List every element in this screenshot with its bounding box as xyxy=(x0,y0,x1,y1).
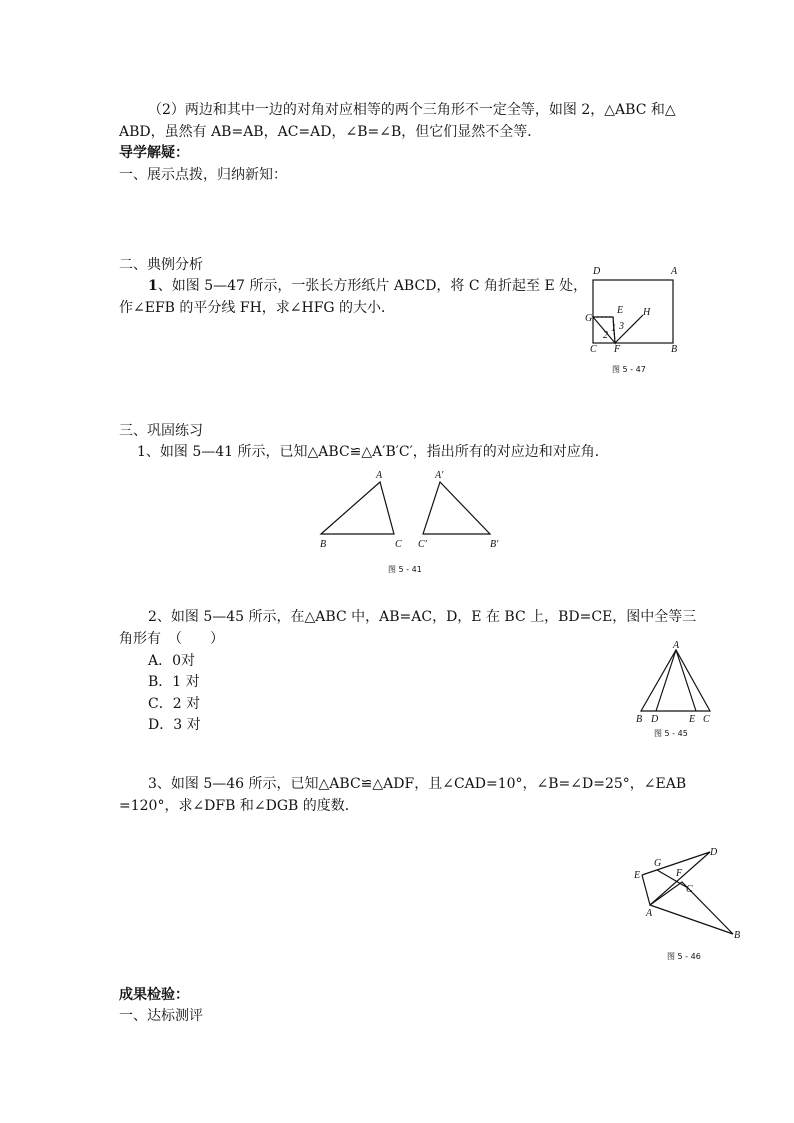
label-f: F xyxy=(676,868,683,879)
section-4-heading: 一、达标测评 xyxy=(119,1008,203,1024)
label-1: 1 xyxy=(611,323,616,334)
label-g: G xyxy=(585,313,593,324)
example-line-1 xyxy=(148,277,587,295)
label-a: A xyxy=(376,470,383,481)
label-3: 3 xyxy=(619,321,624,332)
q2-option-a: A．0对 xyxy=(148,653,196,669)
label-c: C xyxy=(590,344,597,355)
figure-5-47 xyxy=(585,265,695,380)
label-b: B xyxy=(671,344,678,355)
label-d: D xyxy=(651,714,659,725)
section-2-heading: 二、典例分析 xyxy=(119,257,203,273)
q3-line-1: 3、如图 5—46 所示，已知△ABC≌△ADF，且∠CAD=10°，∠B=∠D=25°，∠EAB xyxy=(148,776,687,792)
figure-5-45-caption: 图 5 - 45 xyxy=(654,729,688,738)
intro-line-1: （2）两边和其中一边的对角对应相等的两个三角形不一定全等，如图 2，△ABC 和△ xyxy=(148,102,676,118)
label-g: G xyxy=(654,858,662,869)
triangle-abc xyxy=(641,650,710,711)
figure-5-45 xyxy=(632,638,722,743)
label-c: C xyxy=(703,714,710,725)
label-a: A xyxy=(671,266,678,277)
label-d: D xyxy=(593,266,601,277)
label-e: E xyxy=(634,870,641,881)
q2-line-2: 角形有 （ ） xyxy=(119,631,224,647)
label-d: D xyxy=(710,847,718,858)
q2-option-d: D．3 对 xyxy=(148,717,201,733)
q2-option-c: C．2 对 xyxy=(148,696,201,712)
label-a: A xyxy=(646,908,653,919)
q2-line-1: 2、如图 5—45 所示，在△ABC 中，AB=AC，D，E 在 BC 上，BD=CE，图中全等三 xyxy=(148,609,697,625)
label-b-prime: B′ xyxy=(490,539,499,550)
intro-line-2: ABD，虽然有 AB=AB，AC=AD，∠B=∠B，但它们显然不全等． xyxy=(119,124,542,140)
label-c: C xyxy=(686,884,693,895)
figure-5-46-caption: 图 5 - 46 xyxy=(667,952,701,961)
label-a-prime: A′ xyxy=(435,470,444,481)
label-e: E xyxy=(689,714,696,725)
triangle-abc-prime xyxy=(423,482,490,534)
label-c-prime: C′ xyxy=(418,539,427,550)
label-b: B xyxy=(734,930,741,941)
label-2: 2 xyxy=(603,330,608,341)
figure-5-41-caption: 图 5 - 41 xyxy=(388,565,422,574)
label-b: B xyxy=(320,539,327,550)
section-3-heading: 三、巩固练习 xyxy=(119,423,203,439)
example-number: 1 xyxy=(148,278,158,294)
figure-5-41 xyxy=(318,466,518,576)
label-a: A xyxy=(673,640,680,651)
q2-option-b: B．1 对 xyxy=(148,674,200,690)
section-1-heading: 一、展示点拨，归纳新知： xyxy=(119,167,287,183)
result-heading: 成果检验： xyxy=(119,987,189,1003)
example-line-2: 作∠EFB 的平分线 FH，求∠HFG 的大小． xyxy=(119,300,396,316)
figure-5-47-caption: 图 5 - 47 xyxy=(612,365,646,374)
label-b: B xyxy=(636,714,643,725)
figure-5-46 xyxy=(630,840,750,965)
triangle-abc xyxy=(321,482,394,534)
q3-line-2: =120°，求∠DFB 和∠DGB 的度数． xyxy=(119,798,359,814)
label-c: C xyxy=(395,539,402,550)
label-h: H xyxy=(643,307,651,318)
example-text: 、如图 5—47 所示，一张长方形纸片 ABCD，将 C 角折起至 E 处， xyxy=(157,278,588,294)
label-e: E xyxy=(617,305,624,316)
label-f: F xyxy=(614,344,621,355)
guide-heading: 导学解疑： xyxy=(119,145,189,161)
q1-text: 1、如图 5—41 所示，已知△ABC≌△A′B′C′，指出所有的对应边和对应角． xyxy=(137,444,609,460)
